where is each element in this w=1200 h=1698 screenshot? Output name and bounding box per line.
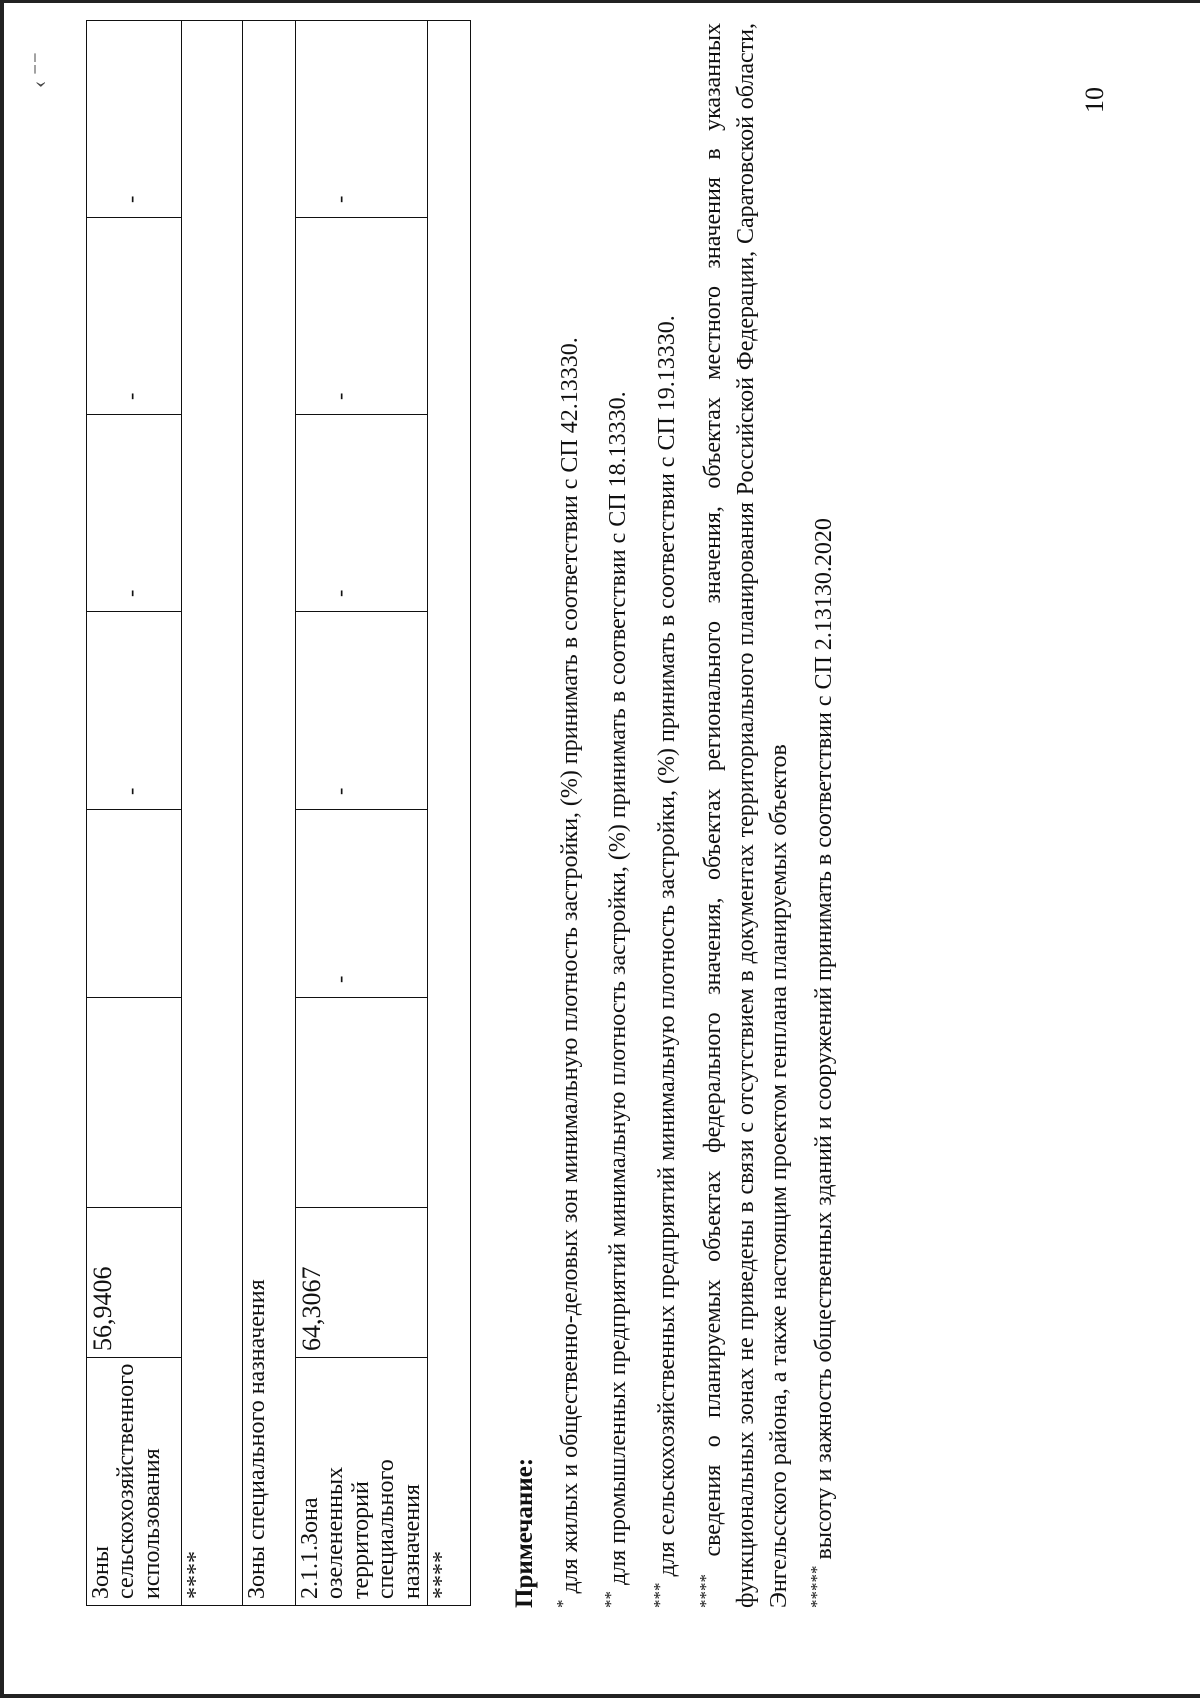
footnote-marker: * <box>553 1599 572 1608</box>
table-cell: - <box>296 21 428 218</box>
empty-cell <box>296 998 428 1208</box>
note-item <box>805 23 841 1608</box>
note-text: высоту и зажность общественных зданий и сооружений принимать в соответствии с СП 2.13130.2020 <box>810 518 837 1560</box>
table-cell: - <box>296 810 428 998</box>
table-row <box>87 21 182 1606</box>
table-cell: - <box>296 612 428 810</box>
table-row <box>243 21 296 1606</box>
table-cell: - <box>296 218 428 415</box>
table-cell: - <box>87 415 182 612</box>
table-row <box>296 21 428 1606</box>
scan-mark: ‹ ⁻⁻ <box>26 51 51 88</box>
note-item <box>549 23 589 1608</box>
footnote-marker: ***** <box>806 1565 826 1608</box>
note-text: для жилых и общественно-деловых зон минимальную плотность застройки, (%) принимать в соответствии с СП 42.13330. <box>557 337 583 1594</box>
table-cell: - <box>87 21 182 218</box>
section-heading-cell: Зоны специального назначения <box>243 21 296 1606</box>
note-text: для промышленных предприятий минимальную плотность застройки, (%) принимать в соответствии с СП 18.13330. <box>605 391 632 1585</box>
note-text: сведения о планируемых объектах федерального значения, объектах регионального значения, объектах местного значения в указанных функциональных зонах не приведены в связи с отсутствием в документах территориального планирования Российской Федерации, Саратовской области, Энгельсского района, а также настоящим проектом генплана планируемых объектов <box>700 22 793 1608</box>
zones-table <box>86 20 471 1606</box>
empty-cell <box>87 998 182 1208</box>
footnote-marker: ** <box>601 1591 621 1608</box>
empty-cell <box>87 810 182 998</box>
zone-value-cell: 64,3067 <box>296 1208 428 1358</box>
footnote-marker: *** <box>649 1582 669 1608</box>
note-item <box>597 23 637 1608</box>
notes-section <box>505 23 841 1608</box>
zone-name-cell: 2.1.1.Зона озелененных территорий специального назначения <box>296 1358 428 1606</box>
table-cell: - <box>87 218 182 415</box>
zone-value-cell: 56,9406 <box>87 1208 182 1358</box>
zone-name-cell: Зоны сельскохозяйственного использования <box>87 1358 182 1606</box>
notes-title: Примечание: <box>511 1457 538 1608</box>
note-item <box>694 23 796 1608</box>
stars-cell: **** <box>428 21 471 1606</box>
table-row <box>182 21 243 1606</box>
note-item <box>646 23 686 1608</box>
note-text: для сельскохозяйственных предприятий минимальную плотность застройки, (%) принимать в соответствии с СП 19.13330. <box>653 315 680 1577</box>
footnote-marker: **** <box>696 1574 716 1608</box>
table-cell: - <box>296 415 428 612</box>
table-row <box>428 21 471 1606</box>
table-cell: - <box>87 612 182 810</box>
page-number: 10 <box>1080 87 1109 113</box>
stars-cell: **** <box>182 21 243 1606</box>
